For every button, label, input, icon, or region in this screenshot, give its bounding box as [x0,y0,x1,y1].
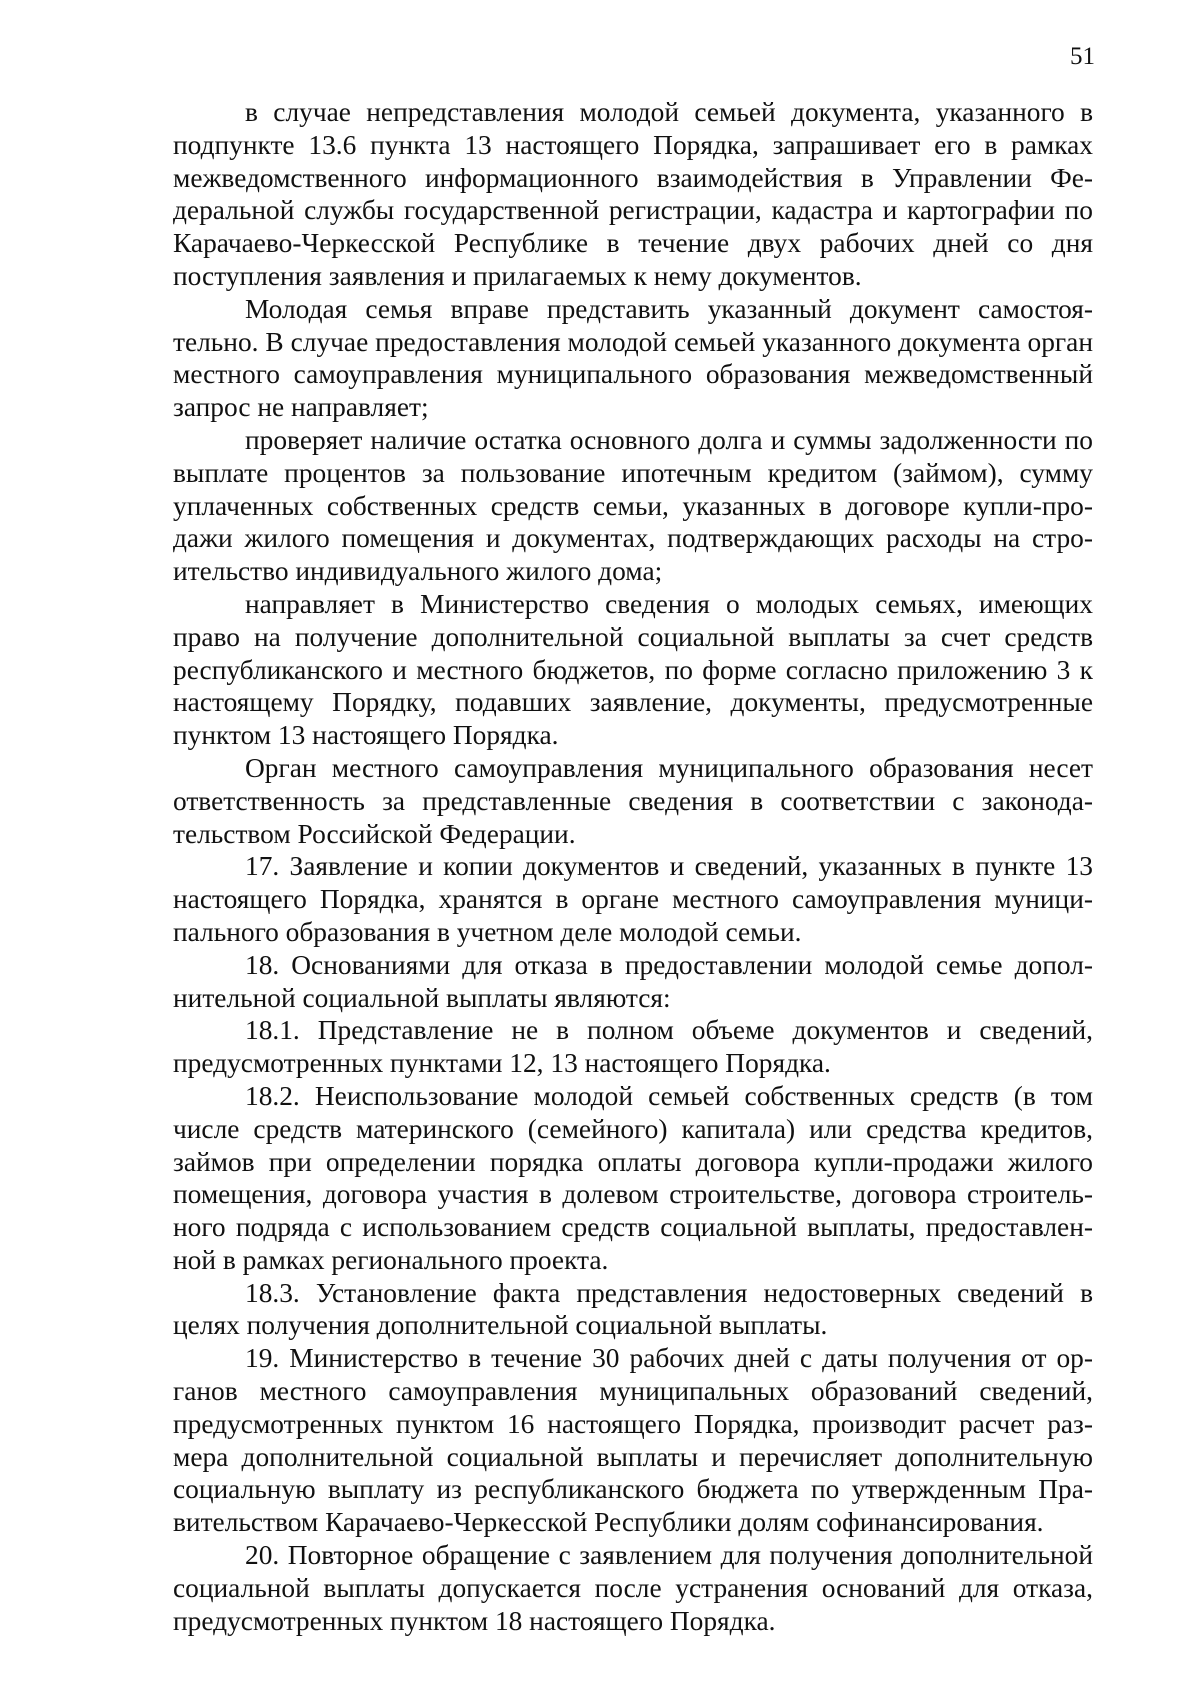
paragraph-item-18-1: 18.1. Представление не в полном объеме документов и сведений, предусмотренных пунктами 12, 13 настоящего Порядка. [173,1015,1093,1079]
paragraph-item-17: 17. Заявление и копии документов и сведений, указанных в пункте 13 настоящего Порядка, хранятся в органе местного самоуправления муниципального образования в учетном деле молодой семьи. [173,851,1093,947]
document-body [173,96,1093,1637]
paragraph-item-18-3: 18.3. Установление факта представления недостоверных сведений в целях получения дополнительной социальной выплаты. [173,1277,1093,1341]
paragraph-request-egrn: в случае непредставления молодой семьей документа, указанного в подпункте 13.6 пункта 13 настоящего Порядка, запрашивает его в рамках межведомственного информационного взаимодействия в Управлении Федеральной службы государственной регистрации, кадастра и картографии по Карачаево-Черкесской Республике в течение двух рабочих дней со дня поступления заявления и прилагаемых к нему документов. [173,97,1093,291]
paragraph-family-right-to-submit: Молодая семья вправе представить указанный документ самостоятельно. В случае предоставления молодой семьей указанного документа орган местного самоуправления муниципального образования межведомственный запрос не направляет; [173,293,1093,423]
page-number: 51 [1070,43,1095,70]
paragraph-item-18: 18. Основаниями для отказа в предоставлении молодой семье дополнительной социальной выплаты являются: [173,949,1093,1013]
paragraph-item-19: 19. Министерство в течение 30 рабочих дней с даты получения от органов местного самоуправления муниципальных образований сведений, предусмотренных пунктом 16 настоящего Порядка, производит расчет размера дополнительной социальной выплаты и перечисляет дополнительную социальную выплату из республиканского бюджета по утвержденным Правительством Карачаево-Черкесской Республики долям софинансирования. [173,1343,1093,1538]
paragraph-sends-to-ministry: направляет в Министерство сведения о молодых семьях, имеющих право на получение дополнительной социальной выплаты за счет средств республиканского и местного бюджетов, по форме согласно приложению 3 к настоящему Порядку, подавших заявление, документы, предусмотренные пунктом 13 настоящего Порядка. [173,588,1093,751]
paragraph-checks-debt: проверяет наличие остатка основного долга и суммы задолженности по выплате процентов за пользование ипотечным кредитом (займом), сумму уплаченных собственных средств семьи, указанных в договоре купли-продажи жилого помещения и документах, подтверждающих расходы на строительство индивидуального жилого дома; [173,424,1093,587]
paragraph-item-20: 20. Повторное обращение с заявлением для получения дополнительной социальной выплаты допускается после устранения оснований для отказа, предусмотренных пунктом 18 настоящего Порядка. [173,1540,1093,1636]
paragraph-responsibility: Орган местного самоуправления муниципального образования несет ответственность за представленные сведения в соответствии с законодательством Российской Федерации. [173,752,1093,849]
paragraph-item-18-2: 18.2. Неиспользование молодой семьей собственных средств (в том числе средств материнского (семейного) капитала) или средства кредитов, займов при определении порядка оплаты договора купли-продажи жилого помещения, договора участия в долевом строительстве, договора строительного подряда с использованием средств социальной выплаты, предоставленной в рамках регионального проекта. [173,1080,1093,1275]
